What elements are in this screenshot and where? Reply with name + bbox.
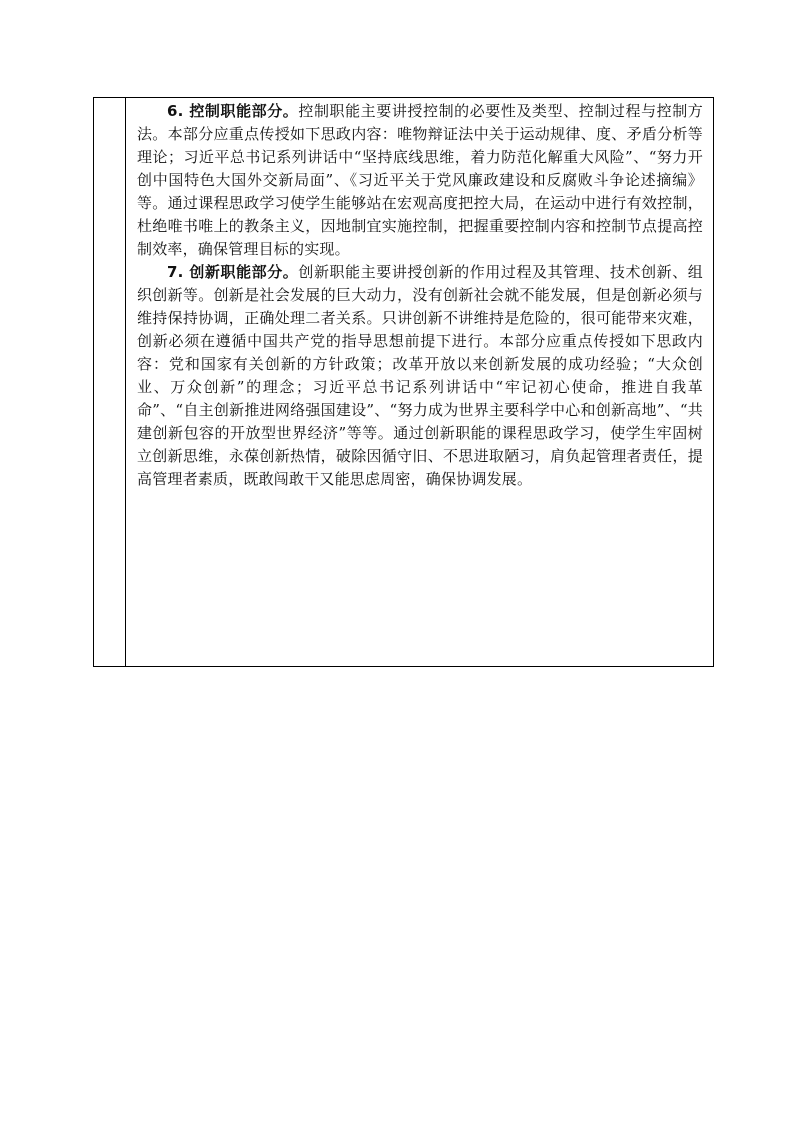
table-left-column xyxy=(94,98,126,666)
table-content-cell xyxy=(127,98,713,666)
section-innovation xyxy=(137,261,703,491)
section-heading-innovation: 7. 创新职能部分。 xyxy=(167,263,299,281)
section-body-control: 控制职能主要讲授控制的必要性及类型、控制过程与控制方法。本部分应重点传授如下思政内容：唯物辩证法中关于运动规律、度、矛盾分析等理论；习近平总书记系列讲话中“坚持底线思维，着力防范化解重大风险”、“努力开创中国特色大国外交新局面”、《习近平关于党风廉政建设和反腐败斗争论述摘编》等。通过课程思政学习使学生能够站在宏观高度把控大局，在运动中进行有效控制，杜绝唯书唯上的教条主义，因地制宜实施控制，把握重要控制内容和控制节点提高控制效率，确保管理目标的实现。 xyxy=(137,102,704,258)
section-heading-control: 6. 控制职能部分。 xyxy=(167,102,299,120)
section-control xyxy=(137,100,703,261)
section-body-innovation: 创新职能主要讲授创新的作用过程及其管理、技术创新、组织创新等。创新是社会发展的巨大动力，没有创新社会就不能发展，但是创新必须与维持保持协调，正确处理二者关系。只讲创新不讲维持是危险的，很可能带来灾难，创新必须在遵循中国共产党的指导思想前提下进行。本部分应重点传授如下思政内容：党和国家有关创新的方针政策；改革开放以来创新发展的成功经验；“大众创业、万众创新”的理念；习近平总书记系列讲话中“牢记初心使命，推进自我革命”、“自主创新推进网络强国建设”、“努力成为世界主要科学中心和创新高地”、“共建创新包容的开放型世界经济”等等。通过创新职能的课程思政学习，使学生牢固树立创新思维，永葆创新热情，破除因循守旧、不思进取陋习，肩负起管理者责任，提高管理者素质，既敢闯敢干又能思虑周密，确保协调发展。 xyxy=(137,263,704,488)
document-table xyxy=(93,97,714,667)
